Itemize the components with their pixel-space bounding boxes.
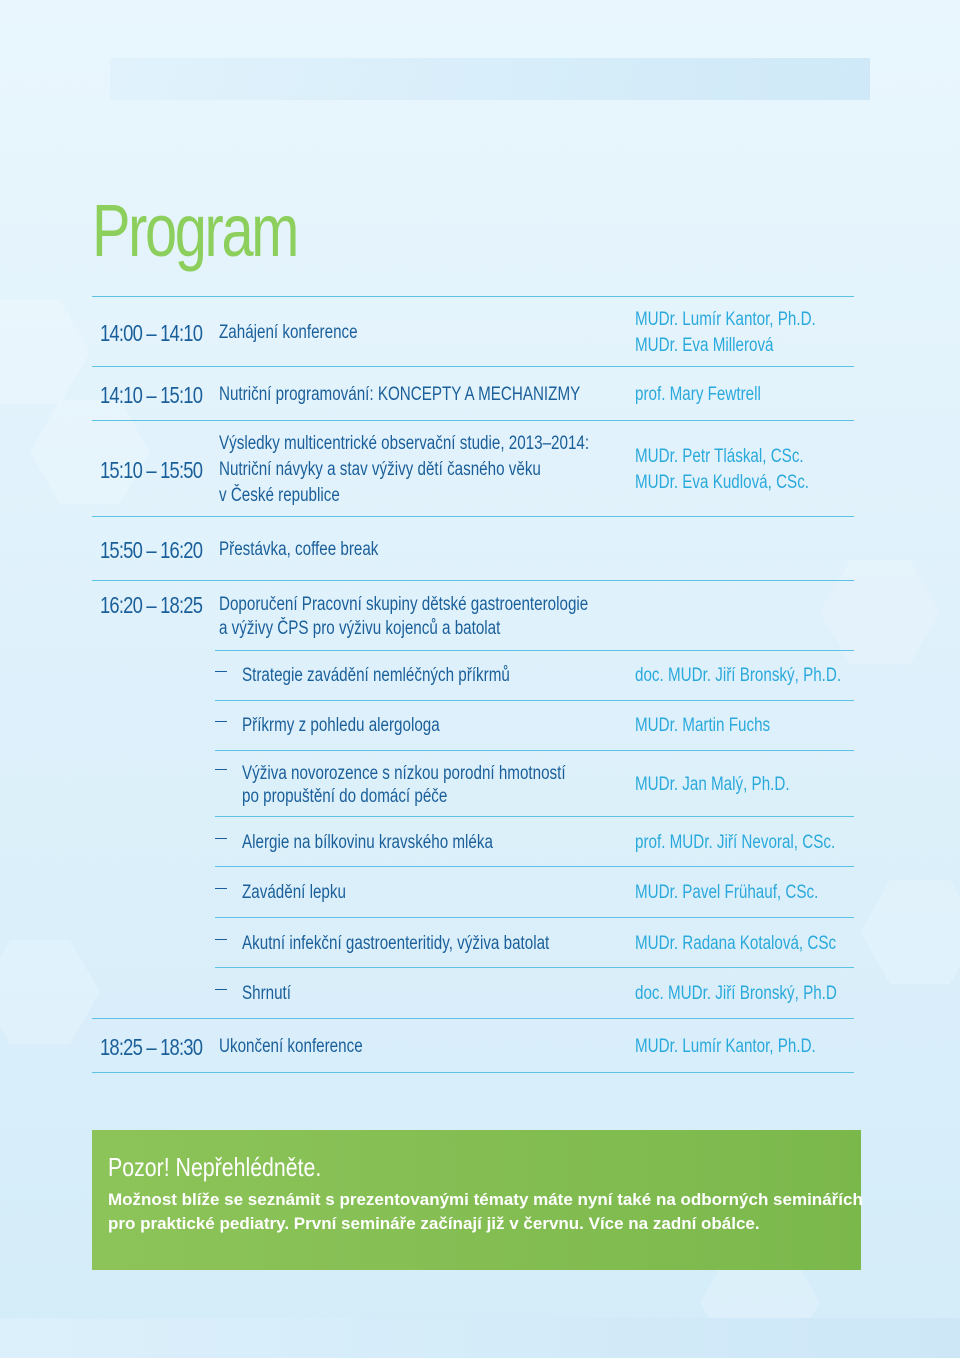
session-time: 14:00 – 14:10 [100,320,203,346]
row-divider [92,1018,854,1019]
session-topic: Nutriční návyky a stav výživy dětí časného věku [219,459,541,480]
dash-bullet [215,838,227,839]
subtopic: Zavádění lepku [242,882,346,903]
row-divider [92,580,854,581]
subtopic: Strategie zavádění nemléčných příkrmů [242,665,510,686]
dash-bullet [215,671,227,672]
notice-text: Možnost blíže se seznámit s prezentovanými tématy máte nyní také na odborných seminářích pro praktické pediatry. První semináře začínají již v červnu. Více na zadní obálce. [108,1190,863,1233]
row-divider [92,296,854,297]
session-topic: Doporučení Pracovní skupiny dětské gastroenterologie [219,594,589,615]
background-hexagon [0,300,90,404]
session-topic: a výživy ČPS pro výživu kojenců a batolat [219,618,501,639]
row-divider [92,516,854,517]
subtopic: Výživa novorozence s nízkou porodní hmotností [242,763,566,784]
subtopic: Akutní infekční gastroenteritidy, výživa batolat [242,933,550,954]
session-speaker: MUDr. Eva Millerová [635,335,774,356]
session-speaker: MUDr. Petr Tláskal, CSc. [635,446,804,467]
subtopic-speaker: doc. MUDr. Jiří Bronský, Ph.D [635,983,837,1004]
subtopic-speaker: prof. MUDr. Jiří Nevoral, CSc. [635,832,836,853]
dash-bullet [215,939,227,940]
row-divider [92,420,854,421]
row-divider [215,700,854,701]
background-hexagon [30,400,150,504]
background-hexagon [820,560,940,664]
session-speaker: MUDr. Eva Kudlová, CSc. [635,472,810,493]
subtopic: Shrnutí [242,983,292,1004]
subtopic: Alergie na bílkovinu kravského mléka [242,832,493,853]
session-speaker: MUDr. Lumír Kantor, Ph.D. [635,309,816,330]
session-time: 16:20 – 18:25 [100,592,203,618]
session-speaker: prof. Mary Fewtrell [635,384,761,405]
subtopic-speaker: MUDr. Martin Fuchs [635,715,771,736]
row-divider [215,650,854,651]
subtopic-speaker: MUDr. Pavel Frühauf, CSc. [635,882,819,903]
session-topic: Přestávka, coffee break [219,539,379,560]
notice-box [92,1130,861,1270]
background-hexagon [860,880,960,984]
session-time: 18:25 – 18:30 [100,1034,203,1060]
subtopic-speaker: MUDr. Jan Malý, Ph.D. [635,774,790,795]
session-topic: Zahájení konference [219,322,358,343]
bottom-decorative-band [0,1318,960,1358]
row-divider [92,366,854,367]
dash-bullet [215,721,227,722]
dash-bullet [215,769,227,770]
subtopic: Příkrmy z pohledu alergologa [242,715,440,736]
page-title: Program [92,189,297,272]
background-hexagon [0,940,100,1044]
row-divider [215,967,854,968]
session-topic: Ukončení konference [219,1036,363,1057]
dash-bullet [215,888,227,889]
row-divider [92,1072,854,1073]
row-divider [215,866,854,867]
row-divider [215,917,854,918]
subtopic-speaker: doc. MUDr. Jiří Bronský, Ph.D. [635,665,842,686]
subtopic-speaker: MUDr. Radana Kotalová, CSc [635,933,837,954]
session-topic: v České republice [219,485,340,506]
session-topic: Výsledky multicentrické observační studie, 2013–2014: [219,433,590,454]
session-time: 15:50 – 16:20 [100,537,203,563]
session-time: 14:10 – 15:10 [100,382,203,408]
row-divider [215,750,854,751]
session-topic: Nutriční programování: KONCEPTY A MECHANIZMY [219,384,581,405]
top-decorative-band [110,58,870,100]
dash-bullet [215,989,227,990]
notice-title: Pozor! Nepřehlédněte. [108,1152,322,1182]
session-time: 15:10 – 15:50 [100,457,203,483]
row-divider [215,816,854,817]
session-speaker: MUDr. Lumír Kantor, Ph.D. [635,1036,816,1057]
subtopic: po propuštění do domácí péče [242,786,448,807]
